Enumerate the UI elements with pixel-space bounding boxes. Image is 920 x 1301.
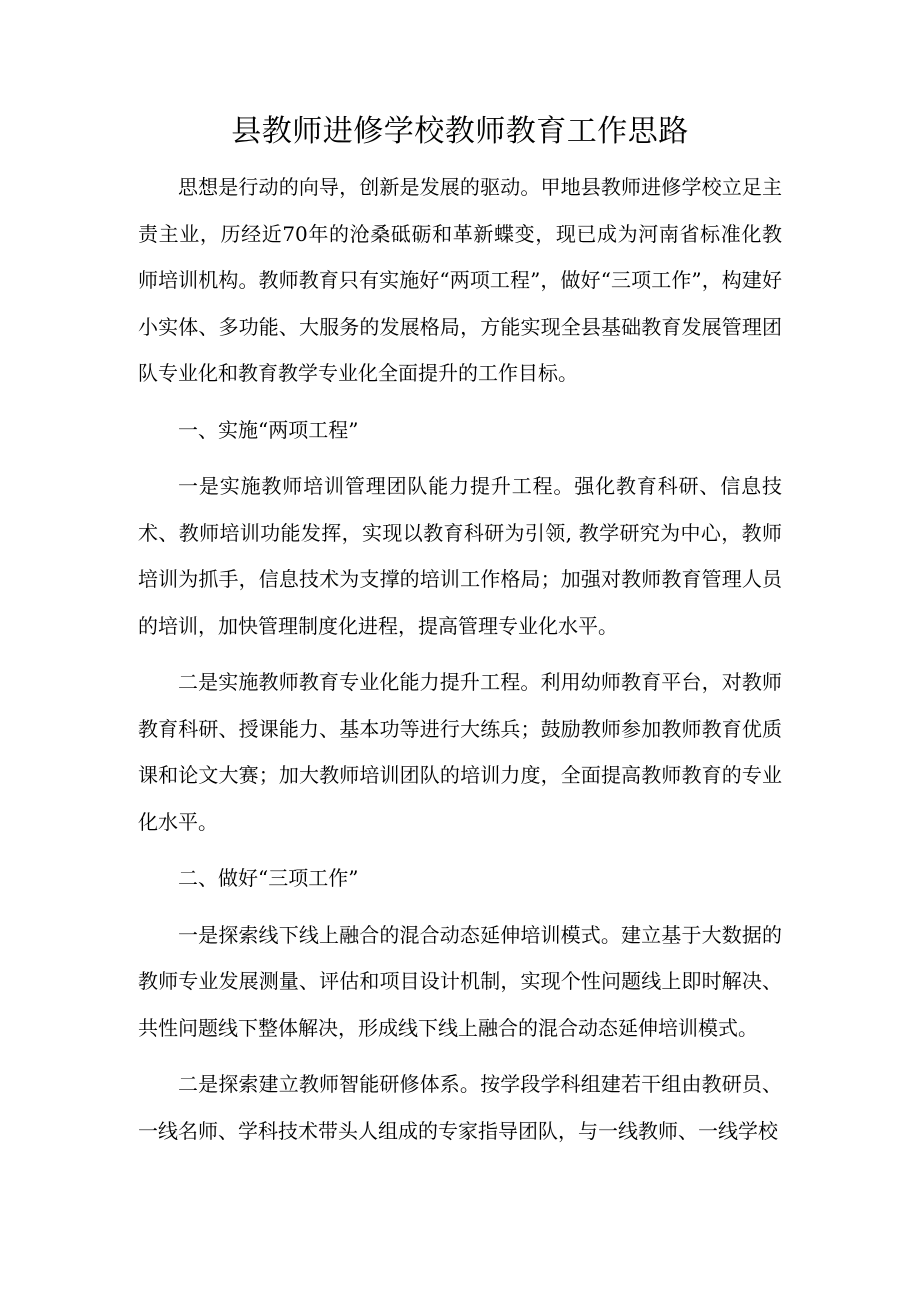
section-heading-1: 一、实施“两项工程” [178, 417, 359, 442]
section-heading-2: 二、做好“三项工作” [178, 866, 359, 890]
section2-paragraph-2: 二是探索建立教师智能研修体系。按学段学科组建若干组由教研员、一线名师、学科技术带头人组成的专家指导团队，与一线教师、一线学校 [138, 1072, 782, 1143]
section1-paragraph-1: 一是实施教师培训管理团队能力提升工程。强化教育科研、信息技术、教师培训功能发挥，实现以教育科研为引领, 教学研究为中心，教师培训为抓手，信息技术为支撑的培训工作格局；加强对教师教育管理人员的培训，加快管理制度化进程，提高管理专业化水平。 [138, 474, 782, 638]
intro-paragraph: 思想是行动的向导，创新是发展的驱动。甲地县教师进修学校立足主责主业，历经近70年的沧桑砥砺和革新蝶变，现已成为河南省标准化教师培训机构。教师教育只有实施好“两项工程”，做好“三项工作”，构建好小实体、多功能、大服务的发展格局，方能实现全县基础教育发展管理团队专业化和教育教学专业化全面提升的工作目标。 [138, 175, 782, 385]
section1-paragraph-2: 二是实施教师教育专业化能力提升工程。利用幼师教育平台，对教师教育科研、授课能力、基本功等进行大练兵；鼓励教师参加教师教育优质课和论文大赛；加大教师培训团队的培训力度，全面提高教师教育的专业化水平。 [138, 670, 782, 834]
section2-paragraph-1: 一是探索线下线上融合的混合动态延伸培训模式。建立基于大数据的教师专业发展测量、评估和项目设计机制，实现个性问题线上即时解决、共性问题线下整体解决，形成线下线上融合的混合动态延伸培训模式。 [138, 922, 782, 1040]
document-title: 县教师进修学校教师教育工作思路 [231, 114, 689, 149]
